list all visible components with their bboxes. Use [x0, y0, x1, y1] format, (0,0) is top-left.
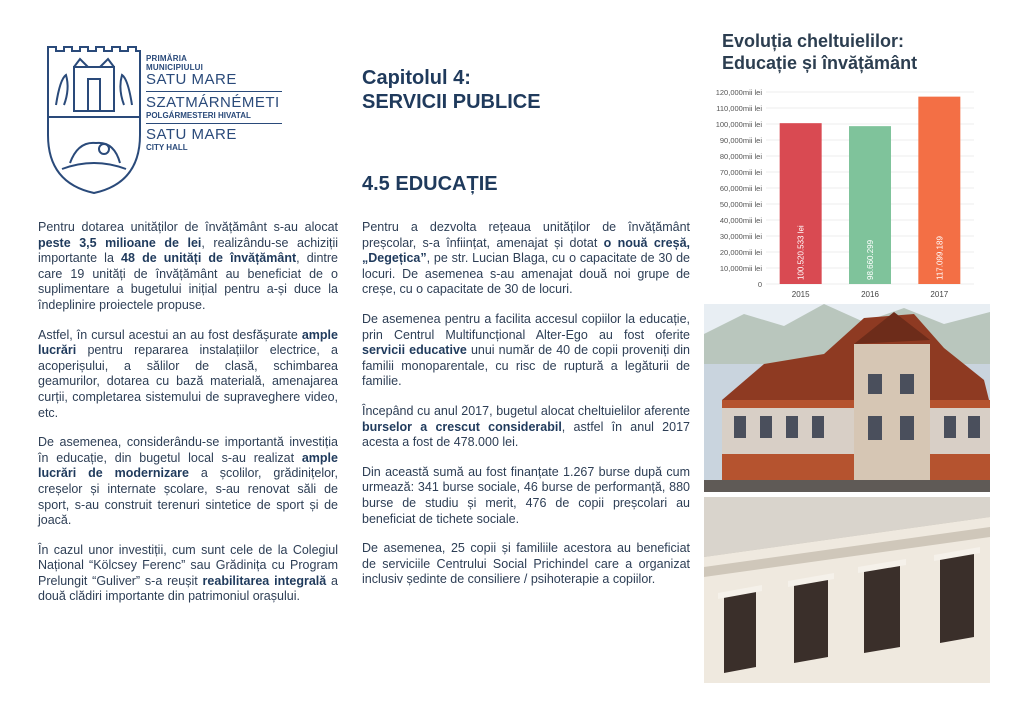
- y-tick-label: 90,000mii lei: [719, 136, 762, 145]
- bold-text: burselor a crescut considerabil: [362, 419, 562, 434]
- text-segment: pentru repararea instalațiilor electrice, a acoperișului, a sălilor de clasă, schimbarea geamurilor, dotarea cu bază materială, amenajarea curții, completarea sistemului de supraveghere video, etc.: [38, 343, 338, 420]
- y-tick-label: 60,000mii lei: [719, 184, 762, 193]
- bar-value-label: 98.660.299: [866, 239, 875, 280]
- chart-title-line1: Evoluția cheltuielilor:: [722, 31, 905, 51]
- logo-line-municipiului: MUNICIPIULUI: [146, 63, 204, 72]
- bold-text: 48 de unități de învățământ: [121, 251, 297, 266]
- text-segment: În cazul unor investiții, cum sunt cele de la Colegiul Național “Kölcsey Ferenc” sau Grădinița cu Program Prelungit “Guliver” s-a reușit: [38, 542, 338, 588]
- y-tick-label: 120,000mii lei: [715, 88, 762, 97]
- bold-text: reabilitarea integrală: [202, 573, 327, 588]
- y-tick-label: 20,000mii lei: [719, 248, 762, 257]
- bold-text: servicii educative: [362, 343, 467, 358]
- expenses-bar-chart: [704, 86, 984, 310]
- x-tick-label: 2016: [861, 290, 879, 299]
- bar-value-label: 100.520.533 lei: [796, 225, 806, 280]
- paragraph: [362, 312, 690, 390]
- text-column-left: [38, 220, 338, 619]
- text-column-middle: [362, 220, 690, 602]
- paragraph: [362, 404, 690, 451]
- city-hall-crest-logo: [44, 45, 144, 195]
- y-tick-label: 0: [757, 280, 762, 289]
- bold-text: ample lucrări: [38, 327, 338, 358]
- text-segment: Pentru dotarea unităților de învățământ s-au alocat: [38, 220, 338, 234]
- logo-divider: [146, 91, 282, 92]
- y-tick-label: 100,000mii lei: [715, 120, 762, 129]
- logo-line-satu-mare-2: SATU MARE: [146, 126, 237, 143]
- bold-text: ample lucrări de modernizare: [38, 450, 338, 481]
- y-tick-label: 70,000mii lei: [719, 168, 762, 177]
- logo-line-polgarmesteri: POLGÁRMESTERI HIVATAL: [146, 111, 251, 120]
- y-tick-label: 50,000mii lei: [719, 200, 762, 209]
- school-building-photo: [704, 304, 990, 492]
- text-segment: , dintre care 19 unități de învățământ au beneficiat de o suplimentare a bugetului inițial pentru a-și duce la îndeplinire proiectele propuse.: [38, 251, 338, 312]
- logo-text-block: [146, 54, 306, 152]
- text-segment: Pentru a dezvolta rețeaua unităților de învățământ preșcolar, s-a înființat, amenajat și dotat: [362, 220, 690, 250]
- chart-title: [722, 30, 917, 74]
- y-tick-label: 40,000mii lei: [719, 216, 762, 225]
- y-tick-label: 30,000mii lei: [719, 232, 762, 241]
- chapter-heading: [362, 66, 541, 114]
- text-segment: , realizându-se achiziții importante la: [38, 235, 338, 266]
- logo-divider: [146, 123, 282, 124]
- text-segment: Din această sumă au fost finanțate 1.267 burse după cum urmează: 341 burse sociale, 46 burse de performanță, 880 burse de studiu și merit, 476 de copii preșcolari au beneficiat de tichete sociale.: [362, 464, 690, 526]
- x-tick-label: 2015: [791, 290, 810, 299]
- paragraph: [38, 435, 338, 529]
- text-segment: De asemenea pentru a facilita accesul copiilor la educație, prin Centrul Multifuncțional Alter-Ego au fost oferite: [362, 311, 690, 342]
- chapter-title: SERVICII PUBLICE: [362, 91, 541, 113]
- paragraph: [362, 220, 690, 298]
- paragraph: [38, 220, 338, 314]
- text-segment: , pe str. Lucian Blaga, cu o capacitate de 30 de locuri. De asemenea s-au amenajat două noi grupe de creșe, cu o capacitate de 30 de locuri.: [362, 251, 690, 297]
- logo-line-satu-mare: SATU MARE: [146, 71, 237, 88]
- paragraph: [38, 328, 338, 422]
- paragraph: [362, 465, 690, 527]
- bar-value-label: 117.099.189: [935, 236, 945, 280]
- logo-line-city-hall: CITY HALL: [146, 143, 188, 152]
- text-segment: a școlilor, grădinițelor, creșelor și internate școlare, s-au renovat săli de sport, s-au construit terenuri sintetice de sport și de joacă.: [38, 466, 339, 528]
- text-segment: De asemenea, 25 copii și familiile acestora au beneficiat de serviciile Centrului Social Prichindel care a organizat inclusiv ședinte de consiliere / psihoterapie a copiilor.: [362, 541, 690, 587]
- text-segment: Începând cu anul 2017, bugetul alocat cheltuielilor aferente: [362, 403, 690, 418]
- paragraph: [362, 541, 690, 588]
- section-title: 4.5 EDUCAȚIE: [362, 173, 498, 195]
- text-segment: unui număr de 40 de copii proveniți din familii monoparentale, cu risc de ruptură a legăturii de familie.: [362, 343, 690, 389]
- historic-building-facade-photo: [704, 497, 990, 683]
- bold-text: peste 3,5 milioane de lei: [38, 235, 202, 250]
- logo-line-szatmarnemeti: SZATMÁRNÉMETI: [146, 94, 280, 111]
- bold-text: o nouă creșă, „Degețica”: [362, 235, 691, 266]
- text-segment: , astfel în anul 2017 acesta a fost de 478.000 lei.: [362, 419, 690, 450]
- text-segment: a două clădiri importante din patrimoniul orașului.: [38, 573, 338, 604]
- y-tick-label: 80,000mii lei: [719, 152, 762, 161]
- text-segment: Astfel, în cursul acestui an au fost desfășurate: [38, 327, 302, 342]
- text-segment: De asemenea, considerându-se importantă investiția în educație, din bugetul local s-au realizat: [38, 435, 338, 465]
- x-tick-label: 2017: [930, 290, 949, 299]
- paragraph: [38, 543, 338, 605]
- y-tick-label: 110,000mii lei: [716, 104, 762, 113]
- chapter-number: Capitolul 4:: [362, 67, 471, 89]
- logo-line-primaria: PRIMĂRIA: [146, 54, 188, 63]
- chart-title-line2: Educație și învățământ: [722, 53, 918, 73]
- y-tick-label: 10,000mii lei: [719, 264, 762, 273]
